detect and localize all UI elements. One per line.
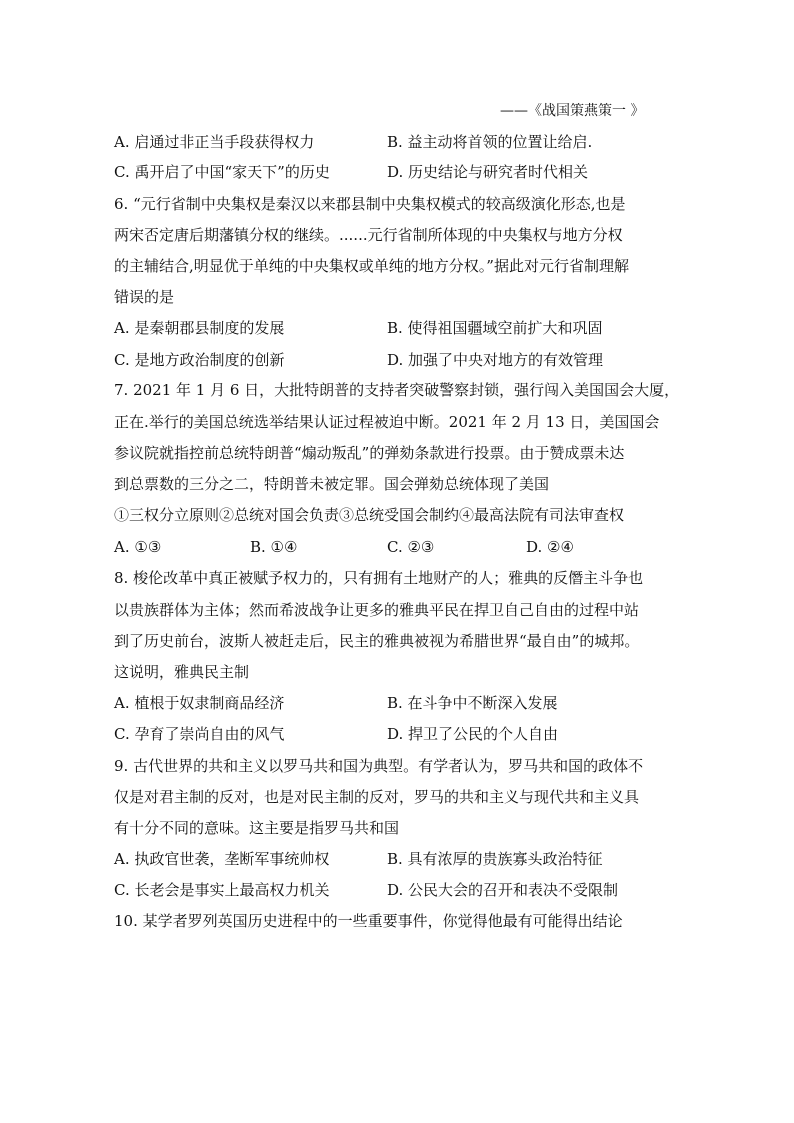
q9-option-b: B. 具有浓厚的贵族寡头政治特征 xyxy=(387,850,603,868)
q7-option-d: D. ②④ xyxy=(526,538,574,556)
q9-option-c: C. 长老会是事实上最高权力机关 xyxy=(114,881,330,899)
q5-option-c: C. 禹开启了中国“家天下”的历史 xyxy=(114,163,330,181)
q9-stem-line-3: 有十分不同的意味。这主要是指罗马共和国 xyxy=(114,819,400,837)
q9-option-a: A. 执政官世袭，垄断军事统帅权 xyxy=(114,850,330,868)
source-citation: ——《战国策燕策一 》 xyxy=(500,103,645,119)
q9-stem-line-2: 仅是对君主制的反对，也是对民主制的反对，罗马的共和主义与现代共和主义具 xyxy=(114,788,640,806)
q7-stem-line-2: 正在.举行的美国总统选举结果认证过程被迫中断。2021 年 2 月 13 日，美国国会 xyxy=(114,413,660,431)
q8-stem-line-2: 以贵族群体为主体；然而希波战争让更多的雅典平民在捍卫自己自由的过程中站 xyxy=(114,601,640,619)
q7-stem-line-5: ①三权分立原则②总统对国会负责③总统受国会制约④最高法院有司法审查权 xyxy=(114,506,625,524)
q8-option-a: A. 植根于奴隶制商品经济 xyxy=(114,694,285,712)
q6-option-d: D. 加强了中央对地方的有效管理 xyxy=(387,351,604,369)
q7-stem-line-3: 参议院就指控前总统特朗普“煽动叛乱”的弹劾条款进行投票。由于赞成票未达 xyxy=(114,444,625,462)
q6-option-b: B. 使得祖国疆域空前扩大和巩固 xyxy=(387,319,603,337)
q6-stem-line-3: 的主辅结合,明显优于单纯的中央集权或单纯的地方分权。”据此对元行省制理解 xyxy=(114,257,629,275)
q8-option-b: B. 在斗争中不断深入发展 xyxy=(387,694,558,712)
q9-stem-line-1: 9. 古代世界的共和主义以罗马共和国为典型。有学者认为，罗马共和国的政体不 xyxy=(114,757,644,775)
q10-stem-line-1: 10. 某学者罗列英国历史进程中的一些重要事件，你觉得他最有可能得出结论 xyxy=(114,912,623,930)
q6-stem-line-4: 错误的是 xyxy=(114,288,175,306)
q6-option-c: C. 是地方政治制度的创新 xyxy=(114,351,285,369)
q5-option-a: A. 启通过非正当手段获得权力 xyxy=(114,133,315,151)
q7-option-c: C. ②③ xyxy=(387,538,435,556)
q7-stem-line-4: 到总票数的三分之二，特朗普未被定罪。国会弹劾总统体现了美国 xyxy=(114,475,550,493)
q8-stem-line-4: 这说明，雅典民主制 xyxy=(114,663,250,681)
q8-stem-line-3: 到了历史前台，波斯人被赶走后，民主的雅典被视为希腊世界“最自由”的城邦。 xyxy=(114,632,640,650)
q7-option-a: A. ①③ xyxy=(114,538,162,556)
q6-stem-line-2: 两宋否定唐后期藩镇分权的继续。......元行省制所体现的中央集权与地方分权 xyxy=(114,226,623,244)
q7-option-b: B. ①④ xyxy=(250,538,298,556)
q5-option-b: B. 益主动将首领的位置让给启. xyxy=(387,133,593,151)
q6-stem-line-1: 6. “元行省制中央集权是秦汉以来郡县制中央集权模式的较高级演化形态,也是 xyxy=(114,195,626,213)
q9-option-d: D. 公民大会的召开和表决不受限制 xyxy=(387,881,619,899)
q8-stem-line-1: 8. 梭伦改革中真正被赋予权力的，只有拥有土地财产的人；雅典的反僭主斗争也 xyxy=(114,569,644,587)
q7-stem-line-1: 7. 2021 年 1 月 6 日，大批特朗普的支持者突破警察封锁，强行闯入美国国会大厦， xyxy=(114,381,680,399)
q6-option-a: A. 是秦朝郡县制度的发展 xyxy=(114,319,285,337)
q5-option-d: D. 历史结论与研究者时代相关 xyxy=(387,163,589,181)
q8-option-d: D. 捍卫了公民的个人自由 xyxy=(387,725,559,743)
q8-option-c: C. 孕育了崇尚自由的风气 xyxy=(114,725,285,743)
